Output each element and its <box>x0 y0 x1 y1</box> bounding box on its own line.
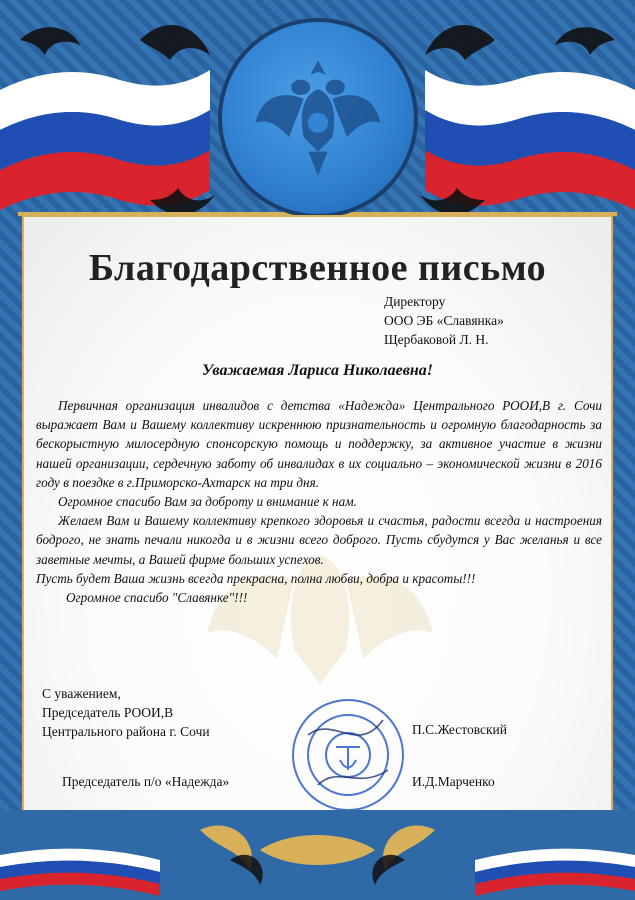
paragraph-wishes: Желаем Вам и Вашему коллективу крепкого здоровья и счастья, радости всегда и настроения бодрого, не знать печали никогда и в жизни всего доброго. Пусть сбудутся у Вас желанья и все заветные мечты, а Вашей фирме больших успехов. <box>36 513 602 567</box>
addressee-position: Директору <box>384 294 446 309</box>
emblem-circle <box>218 18 418 218</box>
double-headed-eagle-icon <box>222 22 414 214</box>
addressee-company: ООО ЭБ «Славянка» <box>384 313 504 328</box>
addressee-block <box>384 292 504 349</box>
second-chairman-name: И.Д.Марченко <box>412 774 495 789</box>
round-stamp-icon <box>288 695 408 815</box>
bottom-flags-decoration <box>0 810 635 900</box>
document-title: Благодарственное письмо <box>88 247 547 289</box>
paragraph-closing-thanks: Огромное спасибо "Славянке"!!! <box>66 590 248 606</box>
regards-text: С уважением, <box>42 686 121 701</box>
paragraph-blessing: Пусть будет Ваша жизнь всегда прекрасна, полна любви, добра и красоты!!! <box>36 570 476 586</box>
paragraph-gratitude: Первичная организация инвалидов с детства «Надежда» Центрального РООИ,В г. Сочи выражает Вам и Вашему коллективу искреннюю признательность и огромную благодарность за бескорыстную милосердную спонсорскую помощь и поддержку, за активное участие в жизни нашей организации, сердечную заботу об инвалидах в их социально – экономической жизни в 2016 году в поездке в г.Приморско-Ахтарск на три дня. <box>36 398 602 490</box>
chairman-name: П.С.Жестовский <box>412 722 508 737</box>
signature-block <box>42 684 210 741</box>
letter-body <box>36 396 602 607</box>
greeting: Уважаемая Лариса Николаевна! <box>202 362 433 379</box>
addressee-name: Щербаковой Л. Н. <box>384 332 489 347</box>
chairman-title-line1: Председатель РООИ,В <box>42 705 174 720</box>
chairman-title-line2: Центрального района г. Сочи <box>42 724 210 739</box>
second-chairman-title: Председатель п/о «Надежда» <box>62 774 230 789</box>
paragraph-thanks: Огромное спасибо Вам за доброту и внимание к нам. <box>58 494 357 510</box>
